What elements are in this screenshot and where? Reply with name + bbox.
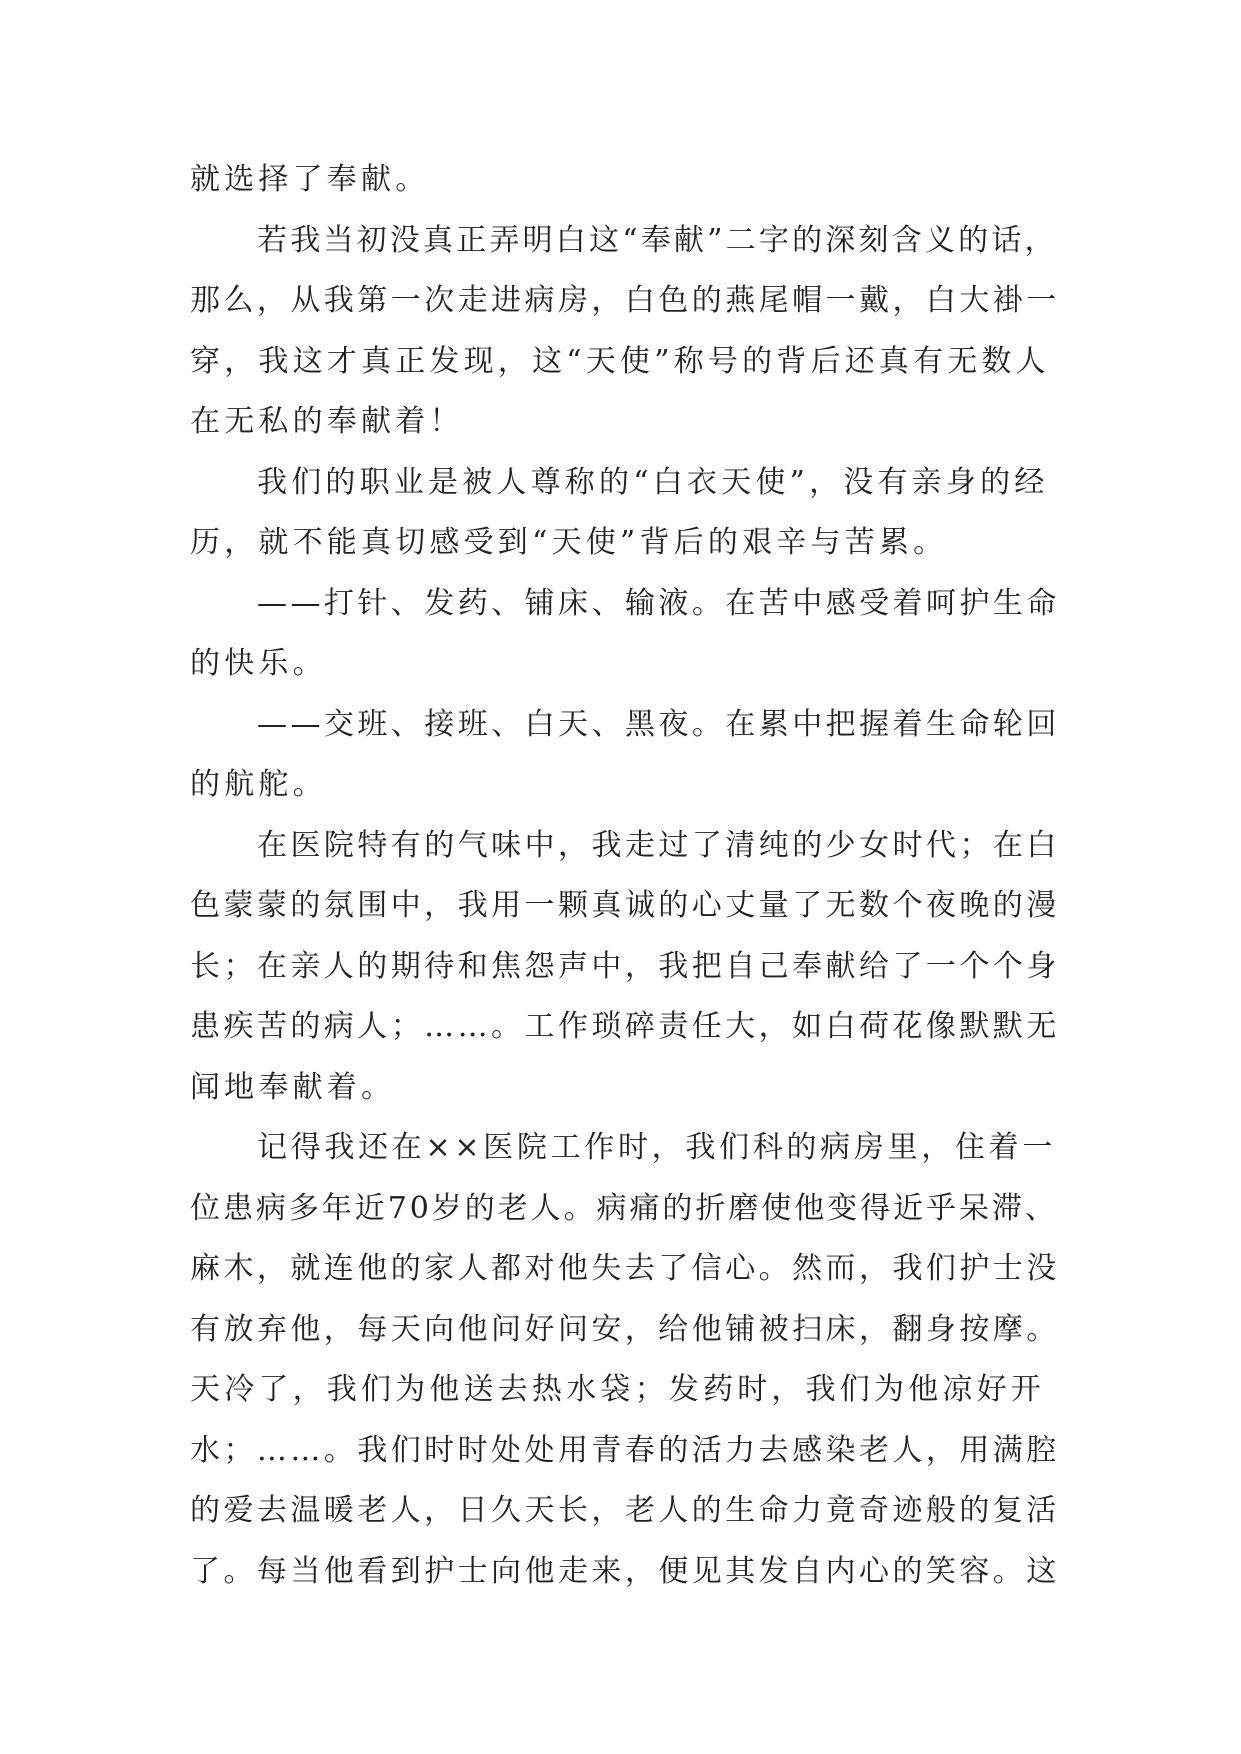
text-line: 麻木，就连他的家人都对他失去了信心。然而，我们护士没 <box>190 1251 1060 1286</box>
text-line: 我们的职业是被人尊称的“白衣天使”，没有亲身的经 <box>257 464 1049 500</box>
text-line: 记得我还在××医院工作时，我们科的病房里，住着一 <box>257 1130 1057 1165</box>
text-line: 在无私的奉献着！ <box>190 404 464 439</box>
text-line: 若我当初没真正弄明白这“奉献”二字的深刻含义的话， <box>257 222 1058 258</box>
body-text <box>190 150 1060 1602</box>
text-line: 的爱去温暖老人，日久天长，老人的生命力竟奇迹般的复活 <box>190 1493 1060 1528</box>
text-line: 的航舵。 <box>190 767 327 802</box>
text-line: ——交班、接班、白天、黑夜。在累中把握着生命轮回 <box>257 706 1060 742</box>
text-line: ——打针、发药、铺床、输液。在苦中感受着呵护生命 <box>257 585 1060 621</box>
text-line: 就选择了奉献。 <box>190 162 430 197</box>
text-line: 穿，我这才真正发现，这“天使”称号的背后还真有无数人 <box>190 343 1050 379</box>
text-line: 了。每当他看到护士向他走来，便见其发自内心的笑容。这 <box>190 1553 1060 1589</box>
text-line: 有放弃他，每天向他问好问安，给他铺被扫床，翻身按摩。 <box>190 1311 1060 1347</box>
text-line: 在医院特有的气味中，我走过了清纯的少女时代；在白 <box>257 827 1060 863</box>
text-line: 的快乐。 <box>190 646 327 681</box>
text-line: 历，就不能真切感受到“天使”背后的艰辛与苦累。 <box>190 525 948 560</box>
text-line: 患疾苦的病人；……。工作琐碎责任大，如白荷花像默默无 <box>190 1009 1060 1044</box>
text-line: 色蒙蒙的氛围中，我用一颗真诚的心丈量了无数个夜晚的漫 <box>190 888 1060 923</box>
text-line: 那么，从我第一次走进病房，白色的燕尾帽一戴，白大褂一 <box>190 283 1060 318</box>
text-line: 水；……。我们时时处处用青春的活力去感染老人，用满腔 <box>190 1432 1060 1468</box>
text-line: 位患病多年近70岁的老人。病痛的折磨使他变得近乎呆滞、 <box>190 1190 1058 1226</box>
text-line: 闻地奉献着。 <box>190 1069 396 1105</box>
text-line: 天冷了，我们为他送去热水袋；发药时，我们为他凉好开 <box>190 1372 1045 1407</box>
text-line: 长；在亲人的期待和焦怨声中，我把自己奉献给了一个个身 <box>190 948 1060 984</box>
